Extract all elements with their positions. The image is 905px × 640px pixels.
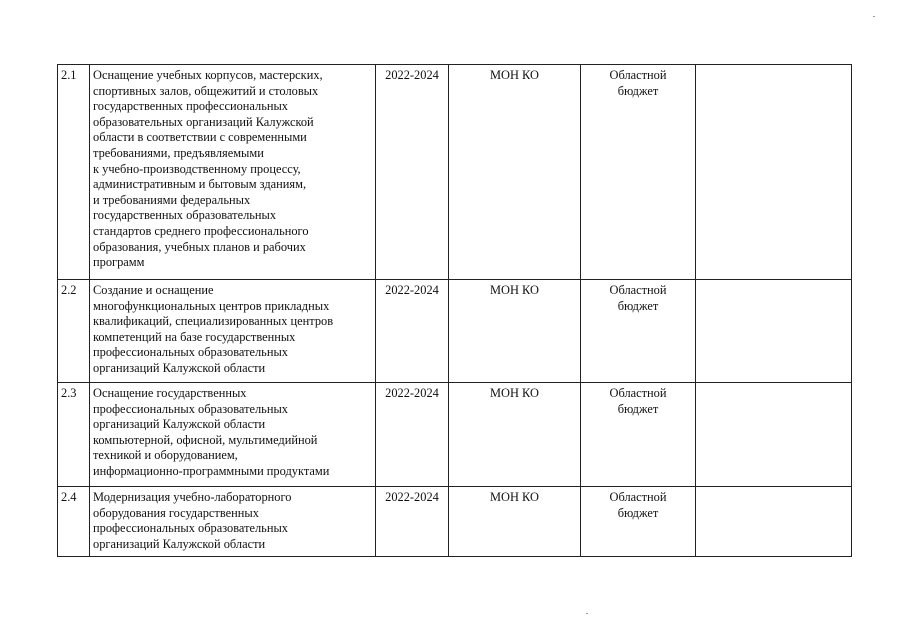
table-row bbox=[58, 487, 852, 557]
measure-description: Оснащение учебных корпусов, мастерских, спортивных залов, общежитий и столовых государственных профессиональных образовательных организаций Калужской области в соответствии с современными требованиями, предъявляемыми к учебно-производственному процессу, административным и бытовым зданиям, и требованиями федеральных государственных образовательных стандартов среднего профессионального образования, учебных планов и рабочих программ bbox=[90, 65, 376, 280]
responsible-executor: МОН КО bbox=[449, 280, 581, 383]
scan-speck bbox=[873, 16, 875, 17]
implementation-period: 2022-2024 bbox=[376, 383, 449, 487]
table-row bbox=[58, 383, 852, 487]
scan-speck bbox=[586, 613, 588, 614]
empty-cell bbox=[696, 280, 852, 383]
table-row bbox=[58, 280, 852, 383]
implementation-period: 2022-2024 bbox=[376, 65, 449, 280]
funding-source: Областной бюджет bbox=[581, 383, 696, 487]
responsible-executor: МОН КО bbox=[449, 487, 581, 557]
empty-cell bbox=[696, 487, 852, 557]
measure-description: Создание и оснащение многофункциональных центров прикладных квалификаций, специализированных центров компетенций на базе государственных профессиональных образовательных организаций Калужской области bbox=[90, 280, 376, 383]
responsible-executor: МОН КО bbox=[449, 383, 581, 487]
empty-cell bbox=[696, 383, 852, 487]
implementation-period: 2022-2024 bbox=[376, 487, 449, 557]
measures-table bbox=[57, 64, 852, 557]
row-number: 2.4 bbox=[58, 487, 90, 557]
table-row bbox=[58, 65, 852, 280]
measure-description: Модернизация учебно-лабораторного оборудования государственных профессиональных образовательных организаций Калужской области bbox=[90, 487, 376, 557]
row-number: 2.2 bbox=[58, 280, 90, 383]
row-number: 2.1 bbox=[58, 65, 90, 280]
row-number: 2.3 bbox=[58, 383, 90, 487]
implementation-period: 2022-2024 bbox=[376, 280, 449, 383]
funding-source: Областной бюджет bbox=[581, 280, 696, 383]
empty-cell bbox=[696, 65, 852, 280]
funding-source: Областной бюджет bbox=[581, 65, 696, 280]
responsible-executor: МОН КО bbox=[449, 65, 581, 280]
funding-source: Областной бюджет bbox=[581, 487, 696, 557]
measure-description: Оснащение государственных профессиональных образовательных организаций Калужской области компьютерной, офисной, мультимедийной техникой и оборудованием, информационно-программными продуктами bbox=[90, 383, 376, 487]
